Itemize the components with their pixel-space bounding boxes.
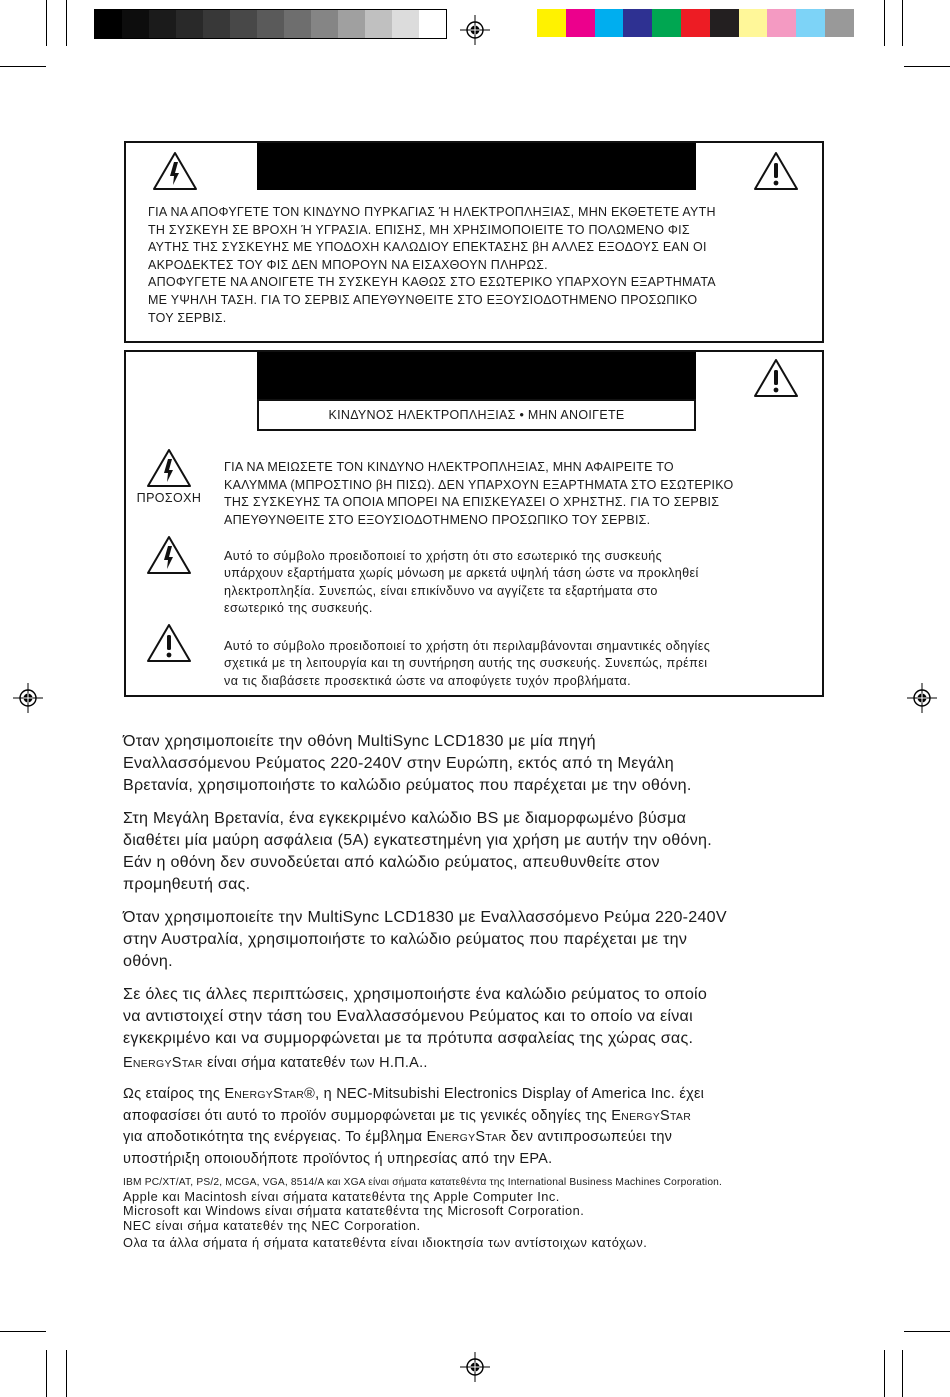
energystar-logotype: ENERGYSTAR xyxy=(611,1107,692,1124)
gray-swatch xyxy=(230,10,257,38)
gray-swatch xyxy=(176,10,203,38)
gray-swatch xyxy=(257,10,284,38)
color-swatch xyxy=(796,9,825,37)
color-swatch xyxy=(595,9,624,37)
lightning-triangle-icon xyxy=(146,535,192,575)
caution-text-block-3: Αυτό το σύμβολο προειδοποιεί το χρήστη ότι περιλαμβάνονται σημαντικές οδηγίες σχετικά με τη λειτουργία και τη συντήρηση αυτής της συσκευής. Συνεπώς, πρέπει να τις διαβάσετε προσεκτικά ώστε να αποφύγετε τυχόν προβλήματα. xyxy=(224,639,711,688)
gray-swatch xyxy=(365,10,392,38)
color-swatch xyxy=(767,9,796,37)
paragraph-uk: Στη Μεγάλη Βρετανία, ένα εγκεκριμένο καλώδιο BS με διαμορφωμένο βύσμα διαθέτει μία μαύρη ασφάλεια (5A) εγκατεστημένη για χρήση με αυτήν την οθόνη. Εάν η οθόνη δεν συνοδεύεται από καλώδιο ρεύματος, απευθυνθείτε στον προμηθευτή σας. xyxy=(123,809,712,893)
registration-mark-icon xyxy=(13,683,43,713)
exclamation-triangle-icon xyxy=(753,151,799,191)
trademark-line: Ολα τα άλλα σήματα ή σήματα κατατεθέντα είναι ιδιοκτησία των αντίστοιχων κατόχων. xyxy=(123,1235,648,1250)
gray-swatch xyxy=(122,10,149,38)
energystar-partner-paragraph: Ως εταίρος της ENERGYSTAR®, η NEC-Mitsubishi Electronics Display of America Inc. έχει αποφασίσει ότι αυτό το προϊόν συμμορφώνεται με τις γενικές οδηγίες της ENERGYSTAR για αποδοτικότητα της ενέργειας. Το έμβλημα ENERGYSTAR δεν αντιπροσωπεύει την υποστήριξη οποιουδήποτε προϊόντος ή υπηρεσίας από την EPA. xyxy=(123,1086,705,1167)
lightning-triangle-icon xyxy=(146,448,192,488)
shock-caption: ΚΙΝΔΥΝΟΣ ΗΛΕΚΤΡΟΠΛΗΞΙΑΣ • ΜΗΝ ΑΝΟΙΓΕΤΕ xyxy=(257,399,696,431)
gray-swatch xyxy=(284,10,311,38)
registration-mark-icon xyxy=(460,1352,490,1382)
trademark-line: Apple και Macintosh είναι σήματα κατατεθέντα της Apple Computer Inc. xyxy=(123,1189,560,1204)
gray-swatch xyxy=(149,10,176,38)
color-swatch xyxy=(623,9,652,37)
caution-box xyxy=(124,350,824,697)
gray-swatch xyxy=(338,10,365,38)
gray-swatch xyxy=(392,10,419,38)
warning-title-bar xyxy=(257,143,696,190)
energystar-logotype: ENERGYSTAR xyxy=(426,1129,507,1145)
color-swatch xyxy=(537,9,566,37)
process-color-bar xyxy=(537,9,854,37)
trademark-line: Microsoft και Windows είναι σήματα κατατεθέντα της Microsoft Corporation. xyxy=(123,1203,585,1218)
registration-mark-icon xyxy=(907,683,937,713)
energystar-logotype: ENERGYSTAR xyxy=(224,1086,305,1102)
trademark-line: IBM PC/XT/AT, PS/2, MCGA, VGA, 8514/A και XGA είναι σήματα κατατεθέντα της International Business Machines Corporation. xyxy=(123,1177,723,1188)
caution-label: ΠΡΟΣΟΧΗ xyxy=(136,491,202,505)
color-swatch xyxy=(739,9,768,37)
gray-swatch xyxy=(95,10,122,38)
trademark-line: NEC είναι σήμα κατατεθέν της NEC Corporation. xyxy=(123,1218,421,1233)
caution-title-bar xyxy=(257,352,696,399)
paragraph-europe: Όταν χρησιμοποιείτε την οθόνη MultiSync LCD1830 με μία πηγή Εναλλασσόμενου Ρεύματος 220-240V στην Ευρώπη, εκτός από τη Μεγάλη Βρετανία, χρησιμοποιήστε το καλώδιο ρεύματος που παρέχεται με την οθόνη. xyxy=(123,732,692,794)
paragraph-other: Σε όλες τις άλλες περιπτώσεις, χρησιμοποιήστε ένα καλώδιο ρεύματος το οποίο να αντιστοιχεί στην τάση του Εναλλασσόμενου Ρεύματος και το οποίο να είναι εγκεκριμένο και να συμμορφώνεται με τα πρότυπα ασφαλείας της χώρας σας. xyxy=(123,985,708,1047)
lightning-triangle-icon xyxy=(152,151,198,191)
gray-swatch xyxy=(311,10,338,38)
energystar-trademark: ENERGYSTAR είναι σήμα κατατεθέν των Η.Π.Α.. xyxy=(123,1055,428,1071)
exclamation-triangle-icon xyxy=(146,623,192,663)
gray-swatch xyxy=(203,10,230,38)
caution-text-block-1: ΓΙΑ ΝΑ ΜΕΙΩΣΕΤΕ ΤΟΝ ΚΙΝΔΥΝΟ ΗΛΕΚΤΡΟΠΛΗΞΙΑΣ, ΜΗΝ ΑΦΑΙΡΕΙΤΕ ΤΟ ΚΑΛΥΜΜΑ (ΜΠΡΟΣΤΙΝΟ βΗ ΠΙΣΩ). ΔΕΝ ΥΠΑΡΧΟΥΝ ΕΞΑΡΤΗΜΑΤΑ ΣΤΟ ΕΣΩΤΕΡΙΚΟ ΤΗΣ ΣΥΣΚΕΥΗΣ ΤΑ ΟΠΟΙΑ ΜΠΟΡΕΙ ΝΑ ΕΠΙΣΚΕΥΑΣΕΙ Ο ΧΡΗΣΤΗΣ. ΓΙΑ ΤΟ ΣΕΡΒΙΣ ΑΠΕΥΘΥΝΘΕΙΤΕ ΣΤΟ ΕΞΟΥΣΙΟΔΟΤΗΜΕΝΟ ΠΡΟΣΩΠΙΚΟ ΤΟΥ ΣΕΡΒΙΣ. xyxy=(224,460,734,527)
color-swatch xyxy=(681,9,710,37)
color-swatch xyxy=(652,9,681,37)
energystar-logotype: ENERGYSTAR xyxy=(123,1055,203,1071)
grayscale-color-bar xyxy=(94,9,447,39)
exclamation-triangle-icon xyxy=(753,358,799,398)
color-swatch xyxy=(825,9,854,37)
caution-text-block-2: Αυτό το σύμβολο προειδοποιεί το χρήστη ότι στο εσωτερικό της συσκευής υπάρχουν εξαρτήματα χωρίς μόνωση με αρκετά υψηλή τάση ώστε να προκληθεί ηλεκτροπληξία. Συνεπώς, είναι επικίνδυνο να αγγίζετε τα εξαρτήματα στο εσωτερικό της συσκευής. xyxy=(224,549,699,616)
gray-swatch xyxy=(419,10,446,38)
color-swatch xyxy=(566,9,595,37)
warning-text: ΓΙΑ ΝΑ ΑΠΟΦΥΓΕΤΕ ΤΟΝ ΚΙΝΔΥΝΟ ΠΥΡΚΑΓΙΑΣ Ή ΗΛΕΚΤΡΟΠΛΗΞΙΑΣ, ΜΗΝ ΕΚΘΕΤΕΤΕ ΑΥΤΗ ΤΗ ΣΥΣΚΕΥΗ ΣΕ ΒΡΟΧΗ Ή ΥΓΡΑΣΙΑ. ΕΠΙΣΗΣ, ΜΗ ΧΡΗΣΙΜΟΠΟΙΕΙΤΕ ΤΟ ΠΟΛΩΜΕΝΟ ΦΙΣ ΑΥΤΗΣ ΤΗΣ ΣΥΣΚΕΥΗΣ ΜΕ ΥΠΟΔΟΧΗ ΚΑΛΩΔΙΟΥ ΕΠΕΚΤΑΣΗΣ βΗ ΑΛΛΕΣ ΕΞΟΔΟΥΣ ΕΑΝ ΟΙ ΑΚΡΟΔΕΚΤΕΣ ΤΟΥ ΦΙΣ ΔΕΝ ΜΠΟΡΟΥΝ ΝΑ ΕΙΣΑΧΘΟΥΝ ΠΛΗΡΩΣ. ΑΠΟΦΥΓΕΤΕ ΝΑ ΑΝΟΙΓΕΤΕ ΤΗ ΣΥΣΚΕΥΗ ΚΑΘΩΣ ΣΤΟ ΕΣΩΤΕΡΙΚΟ ΥΠΑΡΧΟΥΝ ΕΞΑΡΤΗΜΑΤΑ ΜΕ ΥΨΗΛΗ ΤΑΣΗ. ΓΙΑ ΤΟ ΣΕΡΒΙΣ ΑΠΕΥΘΥΝΘΕΙΤΕ ΣΤΟ ΕΞΟΥΣΙΟΔΟΤΗΜΕΝΟ ΠΡΟΣΩΠΙΚΟ ΤΟΥ ΣΕΡΒΙΣ. xyxy=(148,205,716,325)
warning-box xyxy=(124,141,824,343)
color-swatch xyxy=(710,9,739,37)
paragraph-australia: Όταν χρησιμοποιείτε την MultiSync LCD1830 με Εναλλασσόμενο Ρεύμα 220-240V στην Αυστραλία, χρησιμοποιήστε το καλώδιο ρεύματος που παρέχεται με την οθόνη. xyxy=(123,908,727,970)
registration-mark-icon xyxy=(460,15,490,45)
